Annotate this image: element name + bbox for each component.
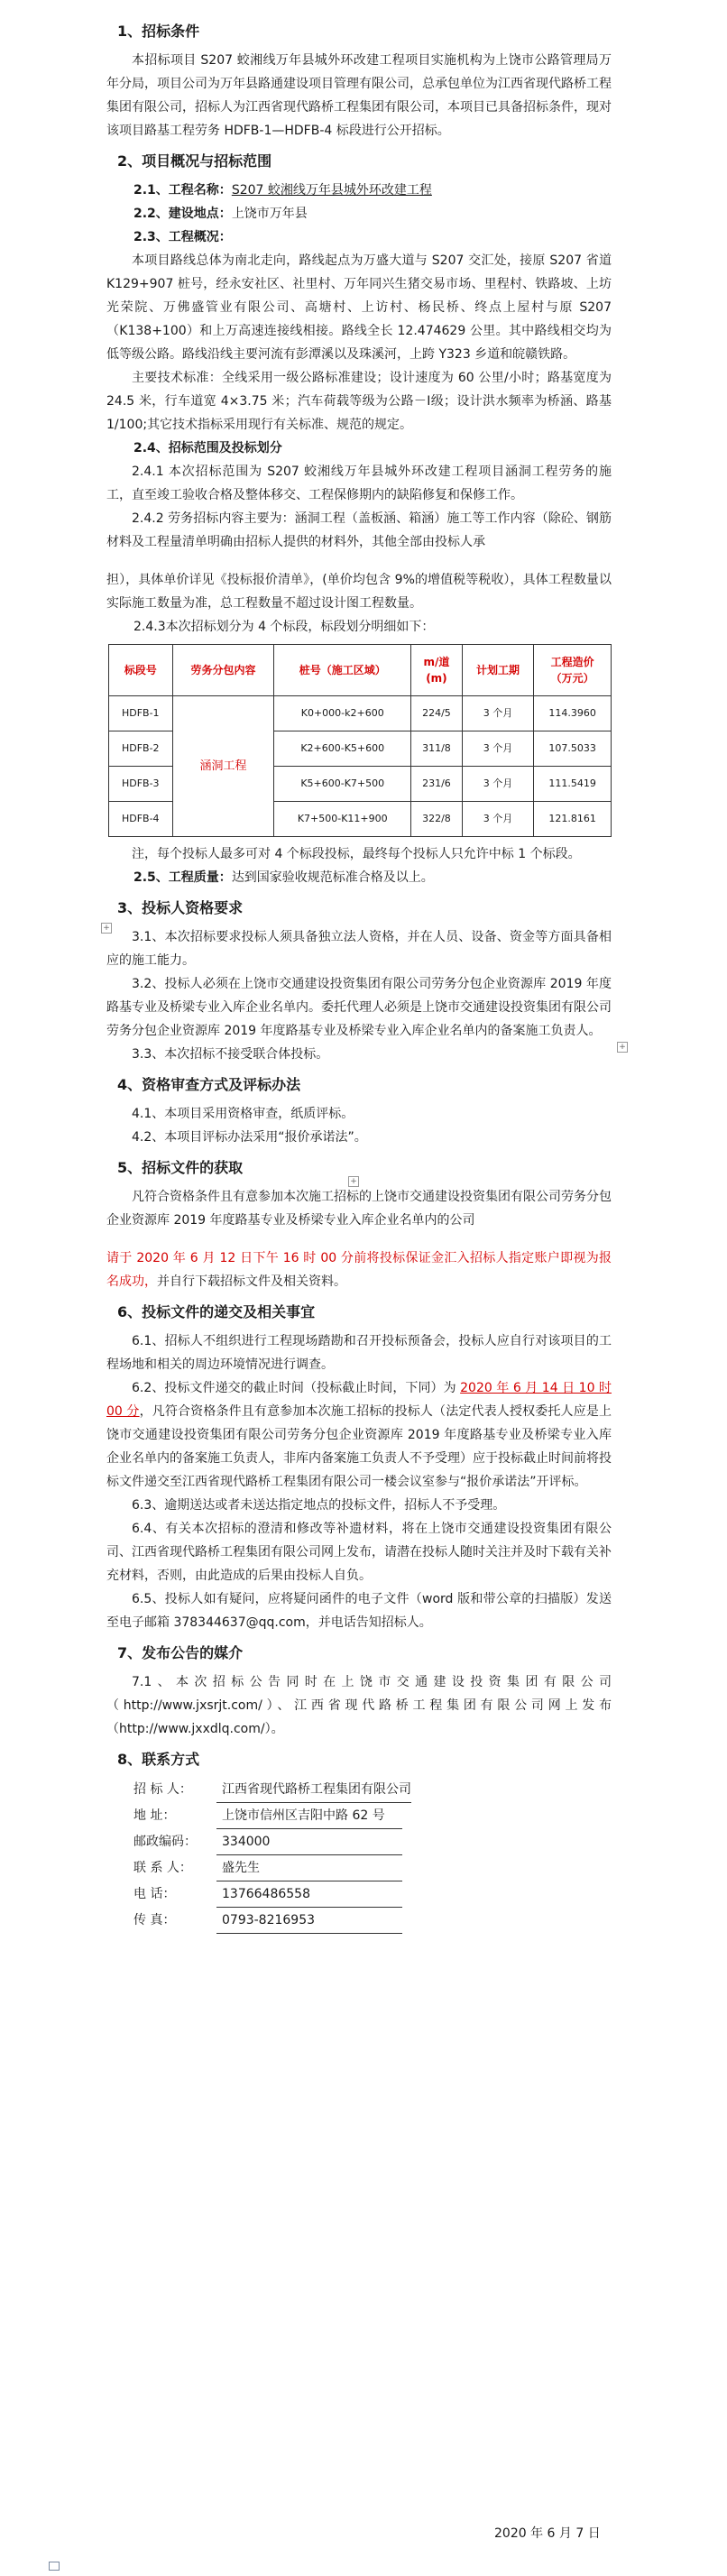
project-name-line: 2.1、工程名称：S207 蛟湘线万年县城外环改建工程 [133,183,432,198]
header-content: 劳务分包内容 [172,645,274,696]
section-4-1: 4.1、本项目采用资格审查，纸质评标。 [132,1107,354,1121]
contact-row: 电 话： 13766486558 [133,1881,612,1908]
table-add-column-icon[interactable]: + [617,1042,628,1053]
section-4-title: 4、资格审查方式及评标办法 [117,1076,301,1093]
section-3-2: 3.2、投标人必须在上饶市交通建设投资集团有限公司劳务分包企业资源库 2019 年度路基专业及桥梁专业入库企业名单内。委托代理人必须是上饶市交通建设投资集团有限公司劳务分包企业资源库 2019 年度路基专业及桥梁专业入库企业名单内的备案施工负责人。 [106,977,612,1038]
section-5-text: 凡符合资格条件且有意参加本次施工招标的上饶市交通建设投资集团有限公司劳务分包企业资源库 2019 年度路基专业及桥梁专业入库企业名单内的公司 [106,1190,612,1228]
section-5-deadline: 请于 2020 年 6 月 12 日下午 16 时 00 分前将投标保证金汇入招标人指定账户即视为报名成功，并自行下载招标文件及相关资料。 [106,1251,612,1289]
cell-length: 311/8 [411,731,463,767]
section-8-title: 8、联系方式 [117,1751,200,1768]
contact-row: 传 真： 0793-8216953 [133,1908,612,1934]
cell-length: 224/5 [411,696,463,731]
section-3-3: 3.3、本次招标不接受联合体投标。 [132,1047,329,1062]
cell-period: 3 个月 [462,731,533,767]
cell-id: HDFB-2 [109,731,173,767]
section-5-title: 5、招标文件的获取 [117,1159,244,1176]
contact-row: 招 标 人： 江西省现代路桥工程集团有限公司 [133,1777,612,1803]
section-1-text: 本招标项目 S207 蛟湘线万年县城外环改建工程项目实施机构为上饶市公路管理局万年分局，项目公司为万年县路通建设项目管理有限公司，总承包单位为江西省现代路桥工程集团有限公司，招标人为江西省现代路桥工程集团有限公司，本项目已具备招标条件，现对该项目路基工程劳务 HDFB-1—HDFB-4 标段进行公开招标。 [106,53,612,138]
cell-cost: 107.5033 [534,731,612,767]
table-note: 注，每个投标人最多可对 4 个标段投标，最终每个投标人只允许中标 1 个标段。 [132,847,581,861]
section-6-2: 6.2、投标文件递交的截止时间（投标截止时间，下同）为 2020 年 6 月 14 日 10 时 00 分，凡符合资格条件且有意参加本次施工招标的投标人（法定代表人授权委托人应是上饶市交通建设投资集团有限公司劳务分包企业资源库 2019 年度路基专业及桥梁专业入库企业名单内的备案施工负责人，非库内备案施工负责人不予受理）应于投标截止时间前将投标文件递交至江西省现代路桥工程集团有限公司一楼会议室参与“报价承诺法”开评标。 [106,1381,612,1489]
cell-id: HDFB-1 [109,696,173,731]
contact-row: 邮政编码： 334000 [133,1829,612,1855]
cell-cost: 114.3960 [534,696,612,731]
cell-cost: 121.8161 [534,802,612,837]
tech-standard-text: 主要技术标准：全线采用一级公路标准建设；设计速度为 60 公里/小时；路基宽度为 24.5 米，行车道宽 4×3.75 米；汽车荷载等级为公路－Ⅰ级；设计洪水频率为桥涵、路基 1/100;其它技术指标采用现行有关标准、规范的规定。 [106,371,612,432]
section-6-title: 6、投标文件的递交及相关事宜 [117,1303,316,1320]
document-body [106,13,612,1934]
cell-id: HDFB-4 [109,802,173,837]
header-cost: 工程造价 （万元） [534,645,612,696]
cell-period: 3 个月 [462,767,533,802]
section-7-title: 7、发布公告的媒介 [117,1644,244,1661]
section-6-1: 6.1、招标人不组织进行工程现场踏勘和召开投标预备会，投标人应自行对该项目的工程场地和相关的周边环境情况进行调查。 [106,1334,612,1372]
document-date: 2020 年 6 月 7 日 [494,2526,601,2541]
section-2-title: 2、项目概况与招标范围 [117,152,272,170]
section-6-4: 6.4、有关本次招标的澄清和修改等补遗材料，将在上饶市交通建设投资集团有限公司、江西省现代路桥工程集团有限公司网上发布，请潜在投标人随时关注并及时下载有关补充材料，否则，由此造成的后果由投标人自负。 [106,1522,612,1583]
scope-242-text-b: 担），具体单价详见《投标报价清单》，(单价均包含 9%的增值税等税收），具体工程数量以实际施工数量为准，总工程数量不超过设计图工程数量。 [106,573,612,611]
section-3-title: 3、投标人资格要求 [117,899,244,916]
section-6-5: 6.5、投标人如有疑问，应将疑问函件的电子文件（word 版和带公章的扫描版）发送至电子邮箱 378344637@qq.com，并电话告知招标人。 [106,1592,612,1630]
header-section-id: 标段号 [109,645,173,696]
cell-cost: 111.5419 [534,767,612,802]
cell-station: K5+600-K7+500 [274,767,411,802]
quality-line: 2.5、工程质量：达到国家验收规范标准合格及以上。 [133,870,434,885]
cell-period: 3 个月 [462,802,533,837]
overview-text: 本项目路线总体为南北走向，路线起点为万盛大道与 S207 交汇处，接原 S207 省道 K129+907 桩号，经永安社区、社里村、万年同兴生猪交易市场、里程村、铁路坡、上坊光荣院、万佛盛管业有限公司、高塘村、上访村、杨民桥、终点上屋村与原 S207（K138+100）和上万高速连接线相接。路线全长 12.474629 公里。其中路线相交均为低等级公路。路线沿线主要河流有彭潭溪以及珠溪河，上跨 Y323 乡道和皖赣铁路。 [106,253,612,362]
cell-content: 涵洞工程 [172,696,274,837]
header-period: 计划工期 [462,645,533,696]
cell-length: 231/6 [411,767,463,802]
contact-row: 地 址： 上饶市信州区吉阳中路 62 号 [133,1803,612,1829]
header-length: m/道 (m) [411,645,463,696]
cell-period: 3 个月 [462,696,533,731]
location-line: 2.2、建设地点：上饶市万年县 [133,207,308,221]
table-move-handle-icon[interactable]: + [101,923,112,934]
table-header-row [109,645,612,696]
scope-242-text-a: 2.4.2 劳务招标内容主要为：涵洞工程（盖板涵、箱涵）施工等工作内容（除砼、钢筋材料及工程量清单明确由招标人提供的材料外，其他全部由投标人承 [106,511,612,549]
paste-options-icon[interactable] [49,2562,60,2571]
section-4-2: 4.2、本项目评标办法采用“报价承诺法”。 [132,1130,367,1145]
cell-station: K0+000-k2+600 [274,696,411,731]
section-1-title: 1、招标条件 [117,23,200,40]
scope-243-text: 2.4.3本次招标划分为 4 个标段，标段划分明细如下： [133,620,435,634]
section-6-3: 6.3、逾期送达或者未送达指定地点的投标文件，招标人不予受理。 [132,1498,506,1513]
table-add-row-icon[interactable]: + [348,1176,359,1187]
table-row [109,696,612,731]
section-7-1: 7.1、本次招标公告同时在上饶市交通建设投资集团有限公司（http://www.jxsrjt.com/）、江西省现代路桥工程集团有限公司网上发布（http://www.jxxdlq.com/）。 [106,1675,612,1736]
contact-row: 联 系 人： 盛先生 [133,1855,612,1881]
section-3-1: 3.1、本次招标要求投标人须具备独立法人资格，并在人员、设备、资金等方面具备相应的施工能力。 [106,930,612,968]
overview-heading: 2.3、工程概况： [133,230,232,244]
cell-station: K7+500-K11+900 [274,802,411,837]
cell-id: HDFB-3 [109,767,173,802]
scope-heading: 2.4、招标范围及投标划分 [133,441,282,455]
cell-length: 322/8 [411,802,463,837]
header-station: 桩号（施工区域） [274,645,411,696]
cell-station: K2+600-K5+600 [274,731,411,767]
scope-241-text: 2.4.1 本次招标范围为 S207 蛟湘线万年县城外环改建工程项目涵洞工程劳务的施工，直至竣工验收合格及整体移交、工程保修期内的缺陷修复和保修工作。 [106,465,612,502]
bid-section-table [108,644,612,837]
